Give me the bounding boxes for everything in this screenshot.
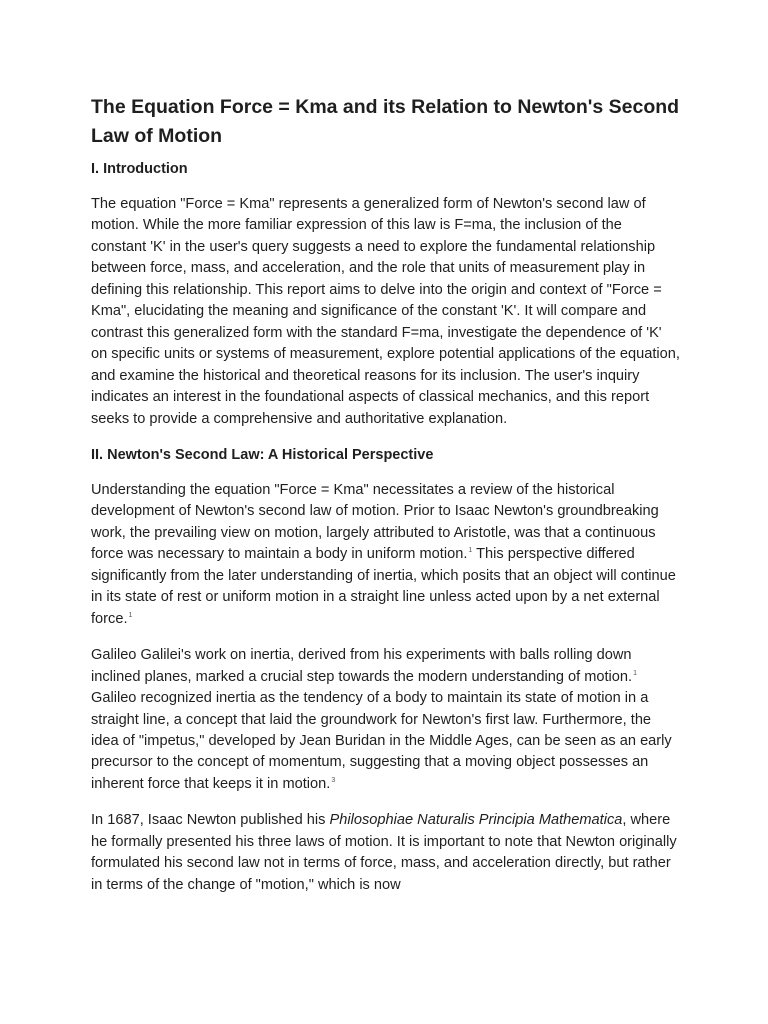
paragraph-text: In 1687, Isaac Newton published his: [91, 812, 330, 829]
history-paragraph-aristotle: [91, 480, 681, 630]
footnote-reference: 3: [331, 776, 336, 784]
document-title: The Equation Force = Kma and its Relation to Newton's Second Law of Motion: [91, 96, 680, 147]
section-heading-historical-perspective: II. Newton's Second Law: A Historical Perspective: [91, 446, 434, 463]
paragraph-text: Galileo recognized inertia as the tendency of a body to maintain its state of motion in a straight line, a concept that laid the groundwork for Newton's first law. Furthermore, the idea of "impetus," developed by Jean Buridan in the Middle Ages, can be seen as an early precursor to the concept of momentum, suggesting that a moving object possesses an inherent force that keeps it in motion.: [91, 690, 672, 792]
footnote-reference: 1: [633, 669, 637, 677]
book-title-italic: Philosophiae Naturalis Principia Mathematica: [329, 812, 623, 829]
introduction-paragraph: The equation "Force = Kma" represents a generalized form of Newton's second law of motion. While the more familiar expression of this law is F=ma, the inclusion of the constant 'K' in the user's query suggests a need to explore the fundamental relationship between force, mass, and acceleration, and the role that units of measurement play in defining this relationship. This report aims to delve into the origin and context of "Force = Kma", elucidating the meaning and significance of the constant 'K'. It will compare and contrast this generalized form with the standard F=ma, investigate the dependence of 'K' on specific units or systems of measurement, explore potential applications of the equation, and examine the historical and theoretical reasons for its inclusion. The user's inquiry indicates an interest in the foundational aspects of classical mechanics, and this report seeks to provide a comprehensive and authoritative explanation.: [91, 196, 680, 427]
paragraph-text: This perspective differed significantly from the later understanding of inertia, which posits that an object will continue in its state of rest or uniform motion in a straight line unless acted upon by a net external force.: [91, 546, 676, 627]
paragraph-text: , where he formally presented his three laws of motion. It is important to note that Newton originally formulated his second law not in terms of force, mass, and acceleration directly, but rather in terms of the change of "motion," which is now: [91, 812, 677, 893]
footnote-reference: 1: [468, 547, 473, 555]
paragraph-text: Understanding the equation "Force = Kma" necessitates a review of the historical development of Newton's second law of motion. Prior to Isaac Newton's groundbreaking work, the prevailing view on motion, largely attributed to Aristotle, was that a continuous force was necessary to maintain a body in uniform motion.: [91, 481, 659, 563]
footnote-reference: 1: [128, 611, 133, 619]
history-paragraph-principia: [91, 810, 681, 896]
paragraph-text: Galileo Galilei's work on inertia, derived from his experiments with balls rolling down inclined planes, marked a crucial step towards the modern understanding of motion.: [91, 647, 633, 685]
section-heading-introduction: I. Introduction: [91, 161, 188, 177]
document-page: [91, 93, 681, 911]
history-paragraph-galileo: [91, 645, 681, 795]
